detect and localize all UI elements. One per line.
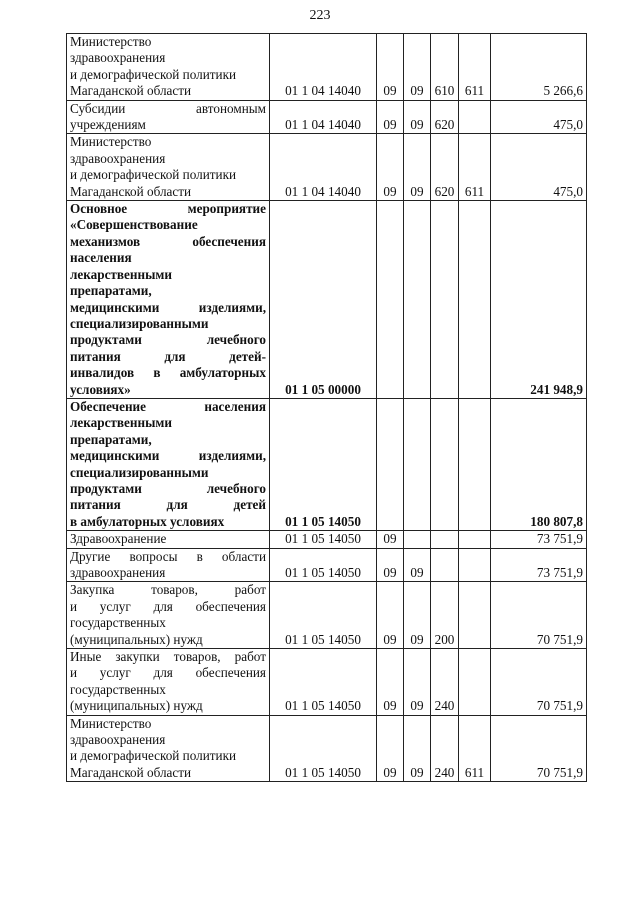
amount: 70 751,9 [491, 582, 587, 649]
row-name [67, 34, 270, 101]
expense-type-code: 200 [431, 582, 459, 649]
subsection-code: 09 [404, 100, 431, 134]
row-name [67, 582, 270, 649]
subsection-code: 09 [404, 548, 431, 582]
expense-type-code [431, 398, 459, 530]
administrator-code: 611 [459, 34, 491, 101]
administrator-code [459, 201, 491, 399]
target-code: 01 1 05 14050 [270, 398, 377, 530]
target-code: 01 1 05 00000 [270, 201, 377, 399]
row-name-line: Иные закупки товаров, работ [70, 649, 266, 665]
row-name-line: здравоохранения [70, 732, 166, 748]
row-name-line: Основное мероприятие [70, 201, 266, 217]
section-code: 09 [377, 649, 404, 716]
row-name-line: Обеспечение населения [70, 398, 266, 414]
expense-type-code [431, 531, 459, 548]
expense-type-code: 240 [431, 715, 459, 782]
target-code: 01 1 05 14050 [270, 548, 377, 582]
table-row [67, 201, 587, 399]
row-name [67, 531, 270, 548]
row-name-line: Здравоохранение [70, 531, 167, 547]
row-name-line: условиях» [70, 381, 131, 397]
row-name-line: Магаданской области [70, 83, 192, 99]
amount: 180 807,8 [491, 398, 587, 530]
expense-type-code [431, 548, 459, 582]
row-name-line: государственных [70, 681, 166, 697]
row-name-line: здравоохранения [70, 150, 166, 166]
expense-type-code: 240 [431, 649, 459, 716]
target-code: 01 1 04 14040 [270, 134, 377, 201]
administrator-code [459, 582, 491, 649]
administrator-code [459, 100, 491, 134]
amount: 73 751,9 [491, 548, 587, 582]
row-name [67, 201, 270, 399]
page-number: 223 [309, 8, 331, 23]
table-row [67, 715, 587, 782]
row-name-line: населения [70, 250, 132, 266]
amount: 73 751,9 [491, 531, 587, 548]
target-code: 01 1 05 14050 [270, 715, 377, 782]
expense-type-code: 620 [431, 100, 459, 134]
expense-type-code: 620 [431, 134, 459, 201]
subsection-code: 09 [404, 34, 431, 101]
row-name [67, 398, 270, 530]
row-name-line: Министерство [70, 34, 152, 49]
section-code: 09 [377, 134, 404, 201]
row-name-line: учреждениям [70, 117, 146, 133]
subsection-code: 09 [404, 134, 431, 201]
row-name-line: питания для детей [70, 497, 266, 513]
row-name-line: препаратами, [70, 283, 152, 299]
administrator-code: 611 [459, 715, 491, 782]
section-code: 09 [377, 34, 404, 101]
row-name-line: Субсидии автономным [70, 100, 266, 116]
table-row [67, 582, 587, 649]
subsection-code: 09 [404, 582, 431, 649]
row-name-line: препаратами, [70, 431, 152, 447]
row-name [67, 548, 270, 582]
section-code: 09 [377, 531, 404, 548]
row-name-line: продуктами лечебного [70, 480, 266, 496]
section-code: 09 [377, 100, 404, 134]
subsection-code [404, 398, 431, 530]
row-name-line: «Совершенствование [70, 217, 198, 233]
amount: 70 751,9 [491, 649, 587, 716]
row-name-line: специализированными [70, 315, 209, 331]
row-name [67, 715, 270, 782]
administrator-code [459, 398, 491, 530]
row-name-line: здравоохранения [70, 565, 166, 580]
row-name-line: инвалидов в амбулаторных [70, 365, 266, 381]
row-name-line: государственных [70, 615, 166, 631]
row-name-line: Закупка товаров, работ [70, 582, 266, 598]
row-name [67, 649, 270, 716]
table-row [67, 649, 587, 716]
row-name-line: и демографической политики [70, 167, 237, 183]
row-name-line: питания для детей- [70, 348, 266, 364]
row-name-line: Другие вопросы в области [70, 548, 266, 564]
row-name-line: лекарственными [70, 266, 172, 282]
row-name [67, 100, 270, 134]
amount: 241 948,9 [491, 201, 587, 399]
subsection-code: 09 [404, 715, 431, 782]
administrator-code [459, 548, 491, 582]
table-row [67, 34, 587, 101]
row-name-line: и услуг для обеспечения [70, 665, 266, 681]
section-code: 09 [377, 582, 404, 649]
row-name-line: специализированными [70, 464, 209, 480]
administrator-code: 611 [459, 134, 491, 201]
table-row [67, 531, 587, 548]
expense-type-code: 610 [431, 34, 459, 101]
row-name-line: в амбулаторных условиях [70, 513, 225, 529]
row-name-line: медицинскими изделиями, [70, 299, 266, 315]
expense-type-code [431, 201, 459, 399]
target-code: 01 1 05 14050 [270, 531, 377, 548]
subsection-code: 09 [404, 649, 431, 716]
target-code: 01 1 04 14040 [270, 34, 377, 101]
row-name [67, 134, 270, 201]
section-code: 09 [377, 548, 404, 582]
target-code: 01 1 05 14050 [270, 582, 377, 649]
amount: 70 751,9 [491, 715, 587, 782]
row-name-line: Министерство [70, 715, 152, 731]
budget-table [66, 33, 587, 782]
row-name-line: лекарственными [70, 415, 172, 431]
subsection-code [404, 201, 431, 399]
administrator-code [459, 649, 491, 716]
section-code [377, 398, 404, 530]
amount: 475,0 [491, 134, 587, 201]
row-name-line: продуктами лечебного [70, 332, 266, 348]
row-name-line: Магаданской области [70, 183, 192, 199]
target-code: 01 1 05 14050 [270, 649, 377, 716]
table-row [67, 398, 587, 530]
row-name-line: Магаданской области [70, 764, 192, 780]
table-row [67, 100, 587, 134]
row-name-line: и демографической политики [70, 66, 237, 82]
section-code: 09 [377, 715, 404, 782]
row-name-line: здравоохранения [70, 50, 166, 66]
table-row [67, 548, 587, 582]
subsection-code [404, 531, 431, 548]
administrator-code [459, 531, 491, 548]
section-code [377, 201, 404, 399]
row-name-line: медицинскими изделиями, [70, 448, 266, 464]
row-name-line: Министерство [70, 134, 152, 150]
row-name-line: механизмов обеспечения [70, 233, 266, 249]
amount: 5 266,6 [491, 34, 587, 101]
target-code: 01 1 04 14040 [270, 100, 377, 134]
row-name-line: (муниципальных) нужд [70, 631, 203, 647]
table-row [67, 134, 587, 201]
row-name-line: (муниципальных) нужд [70, 698, 203, 714]
row-name-line: и услуг для обеспечения [70, 598, 266, 614]
row-name-line: и демографической политики [70, 748, 237, 764]
amount: 475,0 [491, 100, 587, 134]
